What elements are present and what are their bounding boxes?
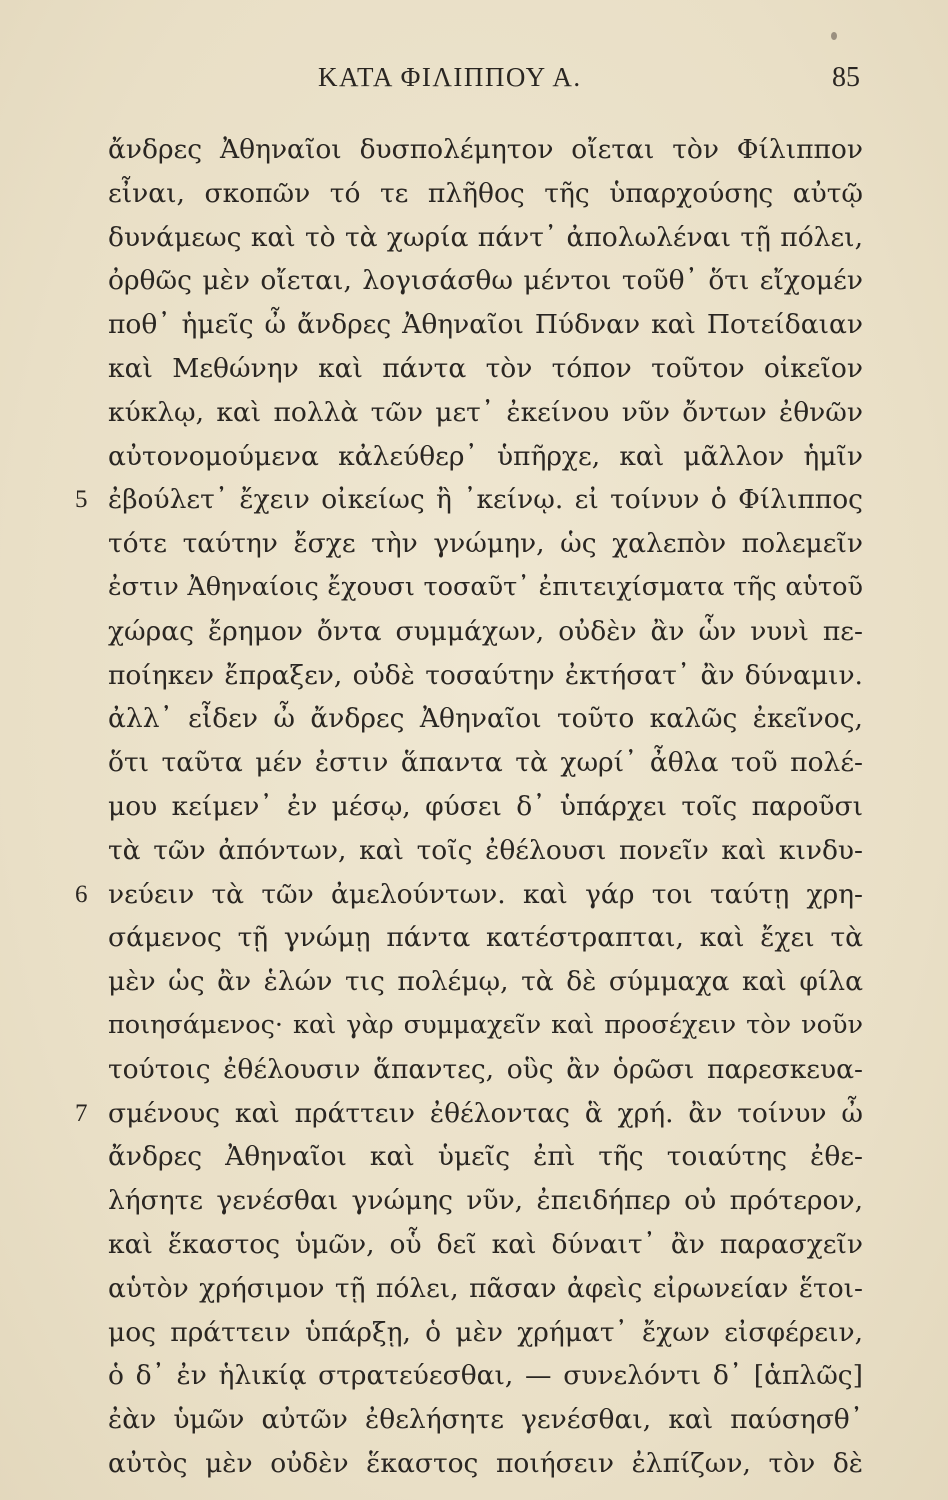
text-line [108, 1223, 863, 1267]
running-title: ΚΑΤΑ ΦΙΛΙΠΠΟΥ Α. [318, 62, 582, 92]
line-text: κύκλῳ, καὶ πολλὰ τῶν μετ᾽ ἐκείνου νῦν ὄντων ἐθνῶν [108, 396, 863, 428]
text-line [108, 391, 863, 435]
text-line [108, 654, 863, 698]
text-line [108, 610, 863, 654]
text-line [108, 1267, 863, 1311]
text-line [108, 697, 863, 741]
text-line [108, 1311, 863, 1355]
line-text: μος πράττειν ὑπάρξῃ, ὁ μὲν χρήματ᾽ ἔχων εἰσφέρειν, [108, 1316, 863, 1348]
text-line [108, 1354, 863, 1398]
text-line [108, 1048, 863, 1092]
section-number: 5 [75, 486, 88, 514]
line-text: αὐτονομούμενα κἀλεύθερ᾽ ὑπῆρχε, καὶ μᾶλλον ἡμῖν [108, 440, 863, 472]
text-line [108, 259, 863, 303]
line-text: χώρας ἔρημον ὄντα συμμάχων, οὐδὲν ἂν ὧν νυνὶ πε- [108, 615, 863, 647]
line-text: νεύειν τὰ τῶν ἀμελούντων. καὶ γάρ τοι ταύτῃ χρη- [108, 878, 863, 910]
line-text: ἄνδρες Ἀθηναῖοι καὶ ὑμεῖς ἐπὶ τῆς τοιαύτης ἐθε- [108, 1141, 863, 1173]
line-text: τούτοις ἐθέλουσιν ἅπαντες, οὓς ἂν ὁρῶσι παρεσκευα- [108, 1053, 863, 1085]
line-text: ἄνδρες Ἀθηναῖοι δυσπολέμητον οἴεται τὸν Φίλιππον [108, 134, 863, 165]
text-line [75, 1092, 863, 1136]
line-text: σμένους καὶ πράττειν ἐθέλοντας ἃ χρή. ἂν τοίνυν ὦ [108, 1097, 863, 1129]
text-line [75, 478, 863, 522]
text-line [108, 829, 863, 873]
page-number: 85 [832, 62, 860, 93]
line-text: εἶναι, σκοπῶν τό τε πλῆθος τῆς ὑπαρχούσης αὐτῷ [108, 177, 863, 209]
text-line [108, 566, 863, 610]
line-text: ὀρθῶς μὲν οἴεται, λογισάσθω μέντοι τοῦθ᾽ ὅτι εἴχομέν [108, 265, 863, 297]
text-line [108, 1442, 863, 1486]
line-text: λήσητε γενέσθαι γνώμης νῦν, ἐπειδήπερ οὐ πρότερον, [108, 1185, 863, 1217]
text-line [108, 1135, 863, 1179]
line-text: ποιησάμενος· καὶ γὰρ συμμαχεῖν καὶ προσέχειν τὸν νοῦν [108, 1009, 863, 1040]
line-text: τὰ τῶν ἀπόντων, καὶ τοῖς ἐθέλουσι πονεῖν καὶ κινδυ- [108, 834, 863, 866]
page-header [0, 62, 948, 102]
line-text: ἐὰν ὑμῶν αὐτῶν ἐθελήσητε γενέσθαι, καὶ παύσησθ᾽ [108, 1404, 863, 1436]
line-text: δυνάμεως καὶ τὸ τὰ χωρία πάντ᾽ ἀπολωλέναι τῇ πόλει, [108, 221, 863, 253]
text-line [108, 916, 863, 960]
text-line [108, 1179, 863, 1223]
section-number: 7 [75, 1099, 88, 1127]
line-text: αὑτὸν χρήσιμον τῇ πόλει, πᾶσαν ἀφεὶς εἰρωνείαν ἕτοι- [108, 1272, 863, 1304]
line-text: καὶ Μεθώνην καὶ πάντα τὸν τόπον τοῦτον οἰκεῖον [108, 352, 863, 384]
line-text: ἐστιν Ἀθηναίοις ἔχουσι τοσαῦτ᾽ ἐπιτειχίσματα τῆς αὑτοῦ [108, 571, 863, 602]
text-line [108, 172, 863, 216]
line-text: ἐβούλετ᾽ ἔχειν οἰκείως ἢ ᾽κείνῳ. εἰ τοίνυν ὁ Φίλιππος [108, 484, 863, 516]
text-line [108, 435, 863, 479]
text-line [108, 1004, 863, 1048]
line-text: ὁ δ᾽ ἐν ἡλικίᾳ στρατεύεσθαι, — συνελόντι δ᾽ [ἁπλῶς] [108, 1360, 863, 1392]
line-text: ποθ᾽ ἡμεῖς ὦ ἄνδρες Ἀθηναῖοι Πύδναν καὶ Ποτείδαιαν [108, 309, 863, 341]
text-line [108, 303, 863, 347]
line-text: ποίηκεν ἔπραξεν, οὐδὲ τοσαύτην ἐκτήσατ᾽ ἂν δύναμιν. [108, 659, 863, 691]
section-number: 6 [75, 880, 88, 908]
line-text: μου κείμεν᾽ ἐν μέσῳ, φύσει δ᾽ ὑπάρχει τοῖς παροῦσι [108, 790, 863, 822]
line-text: σάμενος τῇ γνώμῃ πάντα κατέστραπται, καὶ ἔχει τὰ [108, 922, 863, 954]
text-line [108, 216, 863, 260]
text-line [108, 1398, 863, 1442]
line-text: μὲν ὡς ἂν ἑλών τις πολέμῳ, τὰ δὲ σύμμαχα καὶ φίλα [108, 966, 863, 998]
line-text: αὐτὸς μὲν οὐδὲν ἕκαστος ποιήσειν ἐλπίζων, τὸν δὲ [108, 1447, 863, 1479]
text-line [108, 960, 863, 1004]
text-line [108, 128, 863, 172]
line-text: ἀλλ᾽ εἶδεν ὦ ἄνδρες Ἀθηναῖοι τοῦτο καλῶς ἐκεῖνος, [108, 703, 863, 735]
text-line [108, 347, 863, 391]
text-line [108, 741, 863, 785]
line-text: ὅτι ταῦτα μέν ἐστιν ἅπαντα τὰ χωρί᾽ ἆθλα τοῦ πολέ- [108, 747, 863, 779]
text-line [108, 522, 863, 566]
text-line [75, 873, 863, 917]
ink-speck [831, 32, 837, 40]
text-line [108, 785, 863, 829]
body-text [75, 128, 863, 1486]
line-text: τότε ταύτην ἔσχε τὴν γνώμην, ὡς χαλεπὸν πολεμεῖν [108, 528, 863, 560]
line-text: καὶ ἕκαστος ὑμῶν, οὗ δεῖ καὶ δύναιτ᾽ ἂν παρασχεῖν [108, 1228, 863, 1260]
